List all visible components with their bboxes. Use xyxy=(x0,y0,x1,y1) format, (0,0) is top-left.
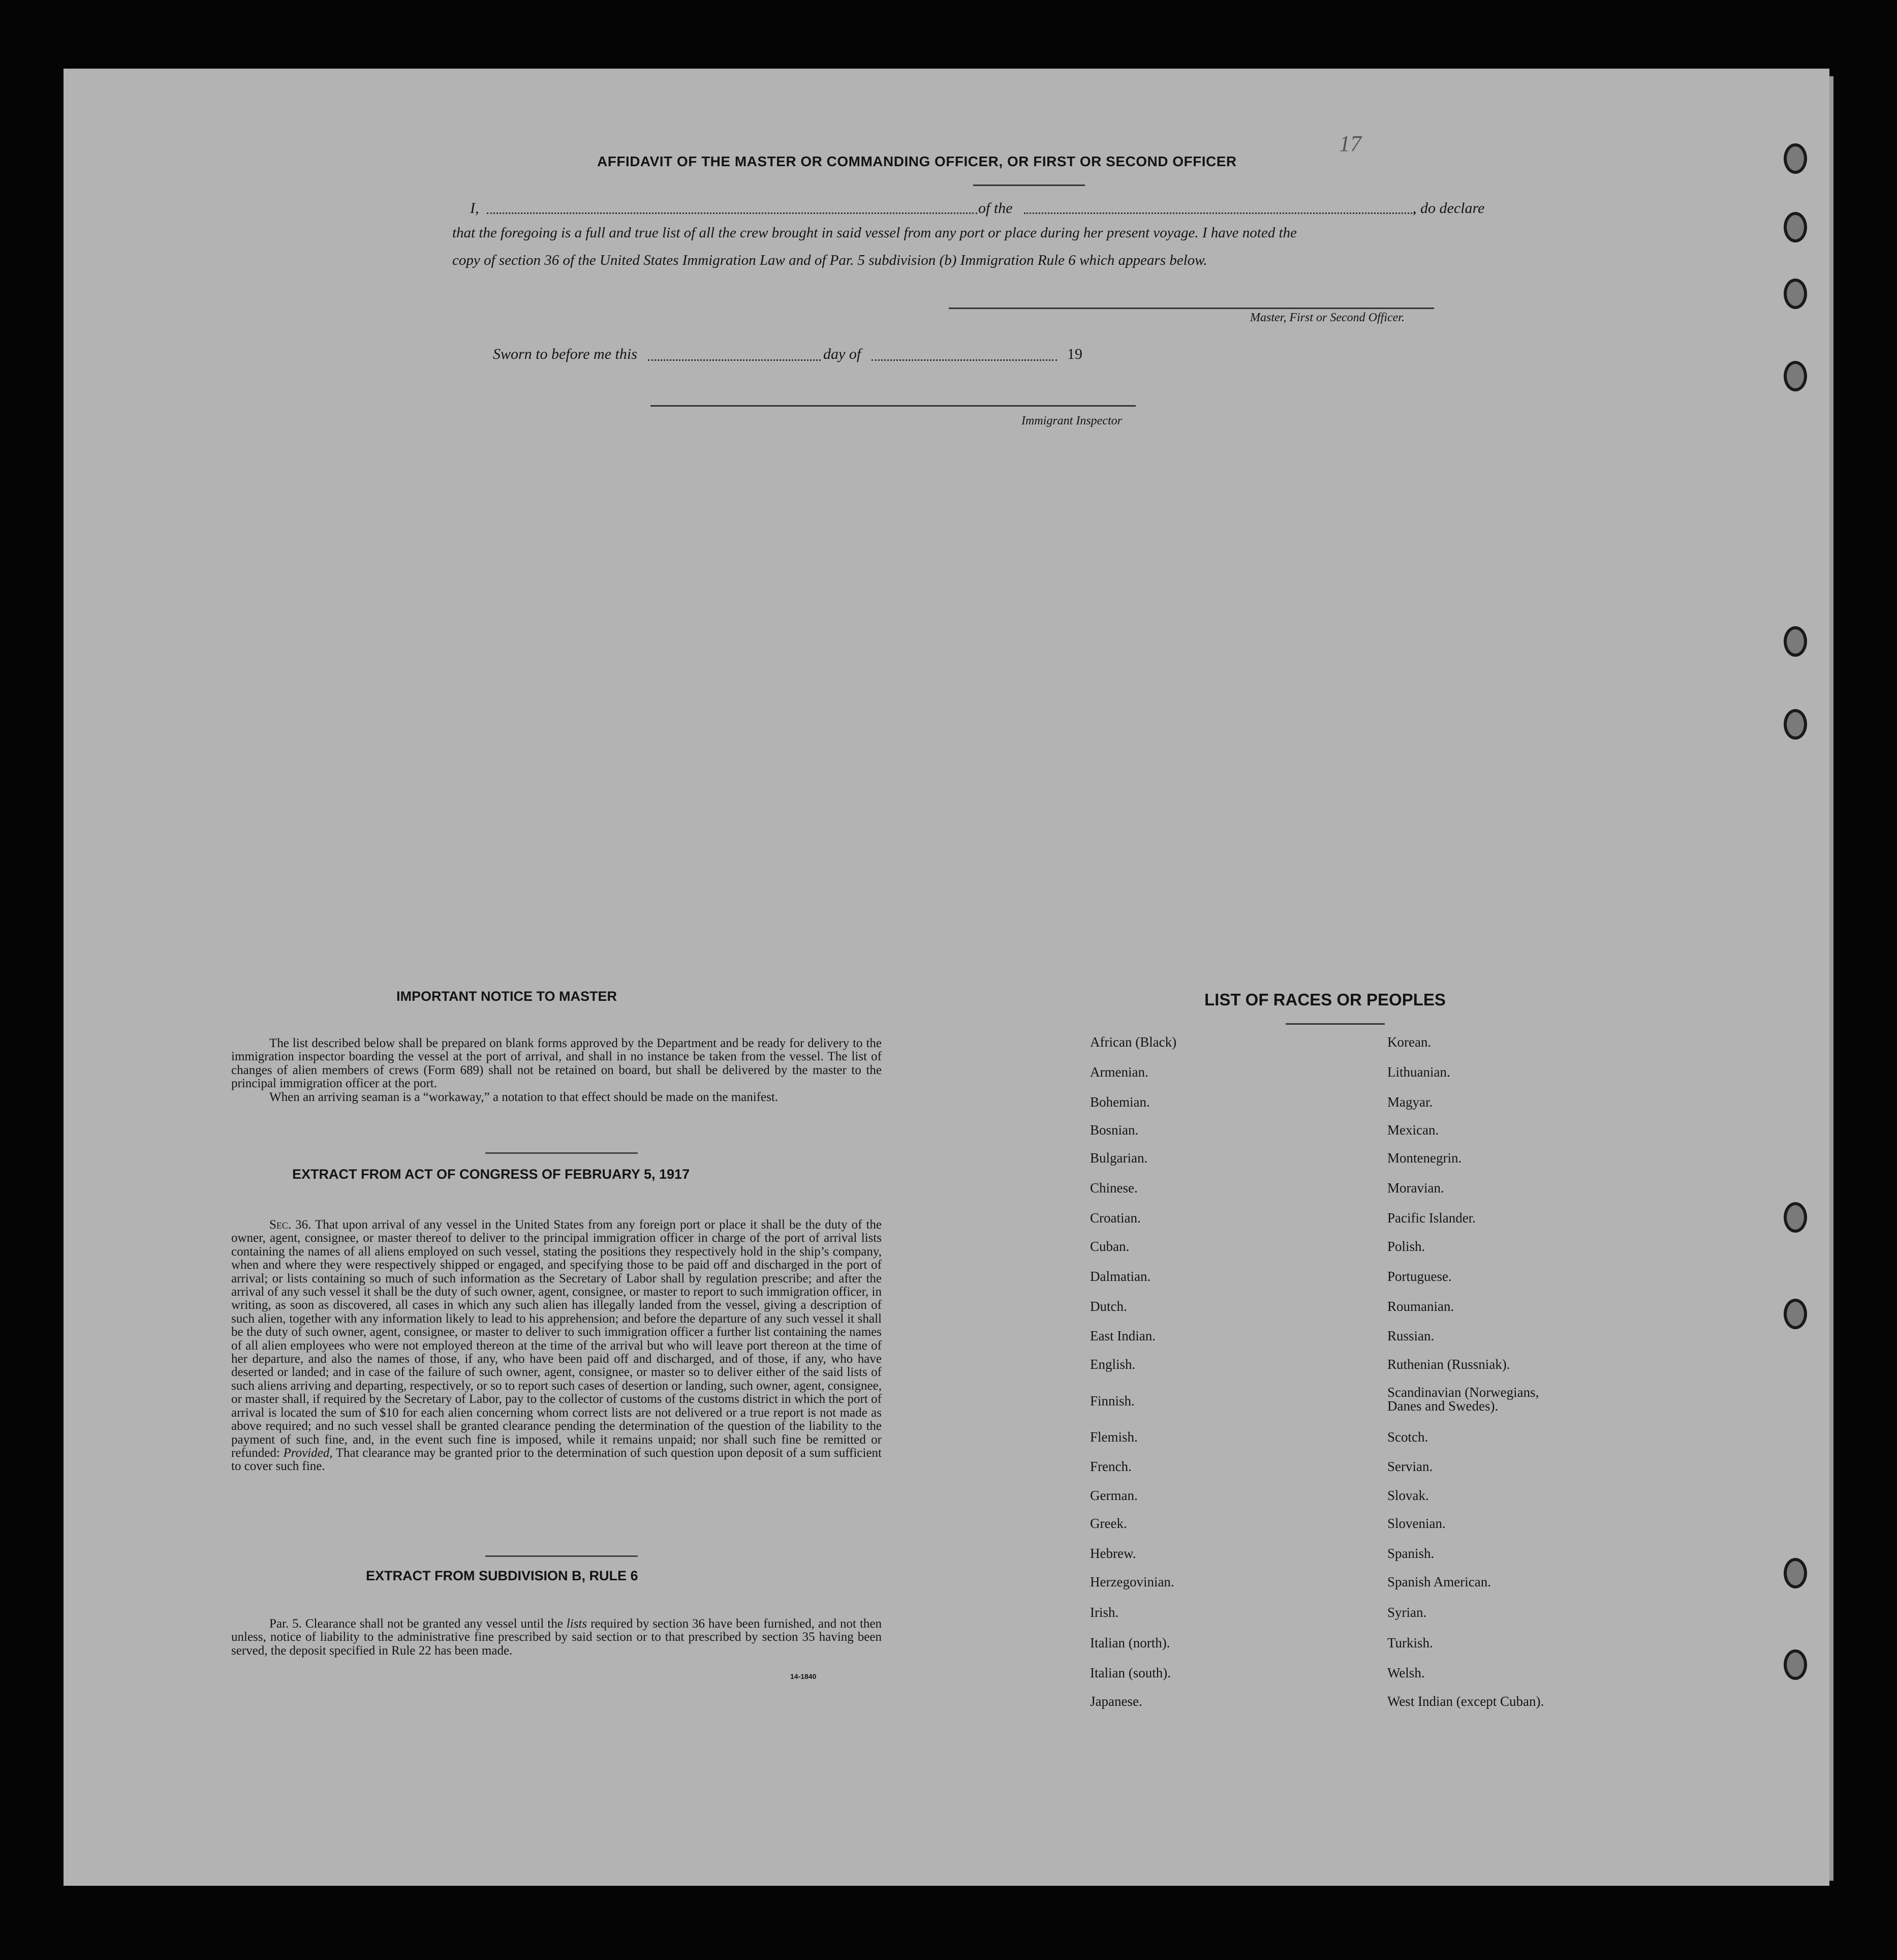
heading-rule xyxy=(973,185,1085,186)
of-the-label: of the xyxy=(978,200,1013,217)
notice-body xyxy=(231,1037,882,1104)
punch-hole xyxy=(1784,212,1807,242)
year-prefix: 19 xyxy=(1067,346,1082,362)
affidavit-text-line-2: that the foregoing is a full and true list of all the crew brought in said vessel from any port or place during her present voyage. I have noted the xyxy=(452,225,1297,241)
affidavit-heading: AFFIDAVIT OF THE MASTER OR COMMANDING OFFICER, OR FIRST OR SECOND OFFICER xyxy=(597,154,1237,169)
race-item: Finnish. xyxy=(1090,1393,1135,1408)
inspector-caption: Immigrant Inspector xyxy=(1021,414,1122,427)
race-item: Montenegrin. xyxy=(1387,1150,1462,1166)
act-provided: Provided, xyxy=(283,1446,333,1460)
race-item: Chinese. xyxy=(1090,1180,1138,1196)
race-item: Italian (north). xyxy=(1090,1635,1170,1650)
affidavit-text-line-3: copy of section 36 of the United States Immigration Law and of Par. 5 subdivision (b) Immigration Rule 6 which appears below. xyxy=(452,252,1207,268)
rule-text-a: Par. 5. Clearance shall not be granted any vessel until the xyxy=(269,1617,563,1631)
sworn-day-field[interactable] xyxy=(648,359,821,361)
race-item: Cuban. xyxy=(1090,1239,1130,1254)
punch-hole xyxy=(1784,1558,1807,1588)
race-item: Mexican. xyxy=(1387,1122,1439,1138)
race-item: French. xyxy=(1090,1459,1132,1474)
master-signature-caption: Master, First or Second Officer. xyxy=(1250,311,1405,324)
race-item: Dutch. xyxy=(1090,1299,1127,1314)
document-page xyxy=(64,69,1829,1886)
act-body xyxy=(231,1218,882,1474)
race-item: Herzegovinian. xyxy=(1090,1574,1174,1589)
race-item: Greek. xyxy=(1090,1516,1127,1531)
race-item: Servian. xyxy=(1387,1459,1433,1474)
race-item: Polish. xyxy=(1387,1239,1425,1254)
form-code: 14-1840 xyxy=(790,1672,817,1680)
act-section-text-end: That clearance may be granted prior to the determination of such question upon deposit of a sum sufficient to cover such fine. xyxy=(231,1446,882,1474)
notice-paragraph-2: When an arriving seaman is a “workaway,” a notation to that effect should be made on the manifest. xyxy=(269,1090,779,1104)
race-item: Magyar. xyxy=(1387,1094,1433,1110)
race-item: West Indian (except Cuban). xyxy=(1387,1694,1544,1709)
section-rule xyxy=(485,1152,638,1154)
race-item: Bulgarian. xyxy=(1090,1150,1148,1166)
rule-heading: EXTRACT FROM SUBDIVISION B, RULE 6 xyxy=(366,1568,638,1583)
race-item: English. xyxy=(1090,1357,1136,1372)
race-item: Italian (south). xyxy=(1090,1665,1171,1680)
race-item: Flemish. xyxy=(1090,1429,1138,1445)
race-item: Spanish American. xyxy=(1387,1574,1491,1589)
declarant-label: I, xyxy=(470,200,479,217)
race-item: Scotch. xyxy=(1387,1429,1428,1445)
act-section-label: Sec. 36. xyxy=(269,1218,312,1232)
rule-lists: lists xyxy=(566,1617,587,1631)
punch-hole xyxy=(1784,143,1807,174)
master-signature-field[interactable] xyxy=(949,308,1434,309)
race-item: African (Black) xyxy=(1090,1034,1177,1050)
sworn-month-field[interactable] xyxy=(872,359,1057,361)
race-item: Hebrew. xyxy=(1090,1546,1136,1561)
race-item: Lithuanian. xyxy=(1387,1064,1450,1080)
race-item: Dalmatian. xyxy=(1090,1269,1151,1284)
punch-hole xyxy=(1784,279,1807,309)
race-item: Irish. xyxy=(1090,1605,1119,1620)
race-item: Bohemian. xyxy=(1090,1094,1150,1110)
vessel-name-field[interactable] xyxy=(1024,212,1415,214)
race-item: Spanish. xyxy=(1387,1546,1435,1561)
notice-paragraph-1: The list described below shall be prepared on blank forms approved by the Department and be ready for delivery to the immigration inspector boarding the vessel at the port of arrival, and shall in no instance be taken from the vessel. The list of changes of alien members of crews (Form 689) shall not be retained on board, but shall be delivered by the master to the principal immigration officer at the port. xyxy=(231,1036,882,1091)
punch-hole xyxy=(1784,1649,1807,1680)
punch-hole xyxy=(1784,361,1807,391)
race-item: Roumanian. xyxy=(1387,1299,1454,1314)
race-item: Bosnian. xyxy=(1090,1122,1139,1138)
race-item: Slovenian. xyxy=(1387,1516,1446,1531)
race-item: Armenian. xyxy=(1090,1064,1148,1080)
inspector-signature-field[interactable] xyxy=(650,405,1136,407)
races-heading: LIST OF RACES OR PEOPLES xyxy=(1204,990,1446,1009)
punch-hole xyxy=(1784,626,1807,657)
act-section-text: That upon arrival of any vessel in the United States from any foreign port or place it shall be the duty of the owner, agent, consignee, or master thereof to deliver to the principal immigration officer in charge of the port of arrival lists containing the names of all aliens employed on such vessel, stating the positions they respectively hold in the ship’s company, when and where they were respectively shipped or engaged, and specifying those to be paid off and discharged in the port of arrival; or lists containing so much of such information as the Secretary of Labor shall by regulation prescribe; and after the arrival of any such vessel it shall be the duty of such owner, agent, consignee, or master to report to such immigration officer, in writing, as soon as discovered, all cases in which any such alien has illegally landed from the vessel, giving a description of such alien, together with any information likely to lead to his apprehension; and before the departure of any such vessel it shall be the duty of such owner, agent, consignee, or master to deliver to such immigration officer a further list containing the names of all alien employees who were not employed thereon at the time of the arrival but who will leave port thereon at the time of her departure, and also the names of those, if any, who have been paid off and discharged, and of those, if any, who have deserted or landed; and in case of the failure of such owner, agent, consignee, or master so to deliver either of the said lists of such aliens arriving and departing, respectively, or so to report such cases of desertion or landing, such owner, agent, consignee, or master shall, if required by the Secretary of Labor, pay to the collector of customs of the customs district in which the port of arrival is located the sum of $10 for each alien concerning whom correct lists are not delivered or a true report is not made as above required; and no such vessel shall be granted clearance pending the determination of the question of the liability to the payment of such fine, and, in the event such fine is imposed, while it remains unpaid; nor shall such fine be remitted or refunded: xyxy=(231,1218,882,1460)
do-declare-label: , do declare xyxy=(1413,200,1485,217)
race-item: East Indian. xyxy=(1090,1328,1156,1343)
punch-hole xyxy=(1784,1202,1807,1233)
section-rule xyxy=(485,1555,638,1557)
race-item: Japanese. xyxy=(1090,1694,1142,1709)
race-item: Moravian. xyxy=(1387,1180,1444,1196)
race-item: German. xyxy=(1090,1488,1138,1503)
rule-text-b: required by section 36 have been furnished, and not then unless, notice of liability to the administrative fine prescribed by said section or to that prescribed by section 35 having been served, the deposit specified in Rule 22 has been made. xyxy=(231,1617,882,1658)
race-item: Slovak. xyxy=(1387,1488,1429,1503)
rule-body xyxy=(231,1617,882,1658)
races-heading-rule xyxy=(1286,1023,1385,1025)
race-item: Syrian. xyxy=(1387,1605,1427,1620)
punch-hole xyxy=(1784,1299,1807,1329)
race-item: Portuguese. xyxy=(1387,1269,1452,1284)
race-item: Ruthenian (Russniak). xyxy=(1387,1357,1510,1372)
notice-heading: IMPORTANT NOTICE TO MASTER xyxy=(396,989,617,1004)
day-of-label: day of xyxy=(823,346,861,362)
declarant-name-field[interactable] xyxy=(487,212,977,214)
race-item: Croatian. xyxy=(1090,1210,1141,1226)
race-item: Turkish. xyxy=(1387,1635,1433,1650)
punch-hole xyxy=(1784,709,1807,740)
race-item: Welsh. xyxy=(1387,1665,1425,1680)
race-item: Russian. xyxy=(1387,1328,1435,1343)
race-item: Pacific Islander. xyxy=(1387,1210,1476,1226)
page-number: 17 xyxy=(1339,131,1361,156)
act-heading: EXTRACT FROM ACT OF CONGRESS OF FEBRUARY 5, 1917 xyxy=(292,1167,690,1182)
sworn-label: Sworn to before me this xyxy=(493,346,637,362)
race-item: Korean. xyxy=(1387,1034,1432,1050)
race-item: Scandinavian (Norwegians, Danes and Swedes). xyxy=(1387,1385,1539,1414)
